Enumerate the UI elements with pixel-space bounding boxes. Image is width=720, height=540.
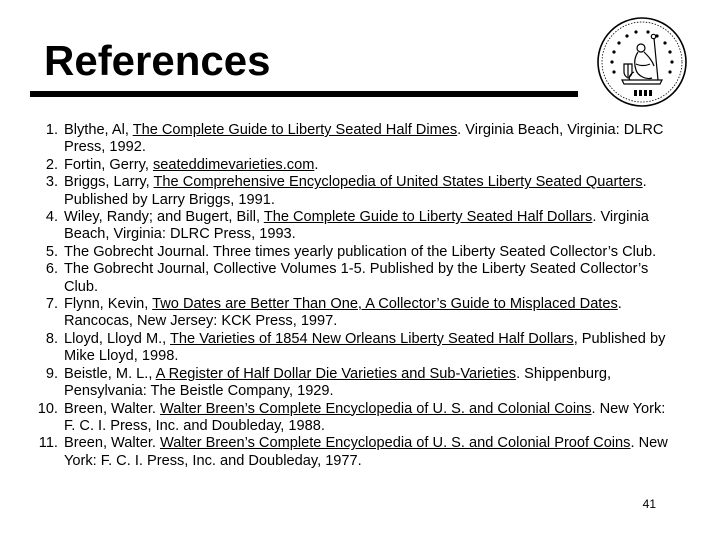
reference-number: 3.	[45, 174, 58, 191]
reference-publication: . Virginia Beach, Virginia: DLRC Press, 1992.	[64, 122, 664, 156]
reference-item	[30, 209, 670, 244]
reference-number: 11.	[38, 435, 58, 452]
references-list	[30, 122, 670, 470]
reference-item	[30, 174, 670, 209]
reference-author: Beistle, M. L.,	[64, 365, 156, 382]
reference-item	[30, 157, 670, 174]
reference-number: 1.	[45, 122, 58, 138]
reference-item	[30, 244, 670, 261]
reference-item	[30, 366, 670, 401]
reference-author: Fortin, Gerry,	[64, 156, 153, 173]
reference-number: 4.	[45, 209, 58, 226]
reference-publication: .	[314, 156, 319, 173]
reference-title: Walter Breen’s Complete Encyclopedia of U. S. and Colonial Coins	[159, 400, 592, 417]
reference-title: The Complete Guide to Liberty Seated Half Dollars	[263, 209, 593, 226]
reference-author: Wiley, Randy; and Bugert, Bill,	[64, 209, 264, 226]
reference-number: 9.	[45, 365, 58, 382]
reference-author: Blythe, Al,	[64, 122, 133, 138]
reference-title: The Complete Guide to Liberty Seated Half Dimes	[132, 122, 458, 138]
reference-item	[30, 331, 670, 366]
reference-publication: . Published by Larry Briggs, 1991.	[64, 174, 647, 208]
reference-item	[30, 435, 670, 470]
reference-number: 7.	[45, 296, 58, 313]
reference-number: 2.	[45, 156, 58, 173]
reference-item	[30, 122, 670, 157]
reference-author: Briggs, Larry,	[64, 174, 154, 191]
reference-title: The Varieties of 1854 New Orleans Liberty Seated Half Dollars	[170, 330, 574, 347]
reference-number: 6.	[45, 261, 58, 278]
reference-number: 5.	[45, 243, 58, 260]
page-number: 41	[642, 497, 656, 511]
reference-title: A Register of Half Dollar Die Varieties and Sub-Varieties	[155, 365, 517, 382]
reference-publication: , Published by Mike Lloyd, 1998.	[64, 330, 666, 365]
title-underline	[30, 91, 578, 97]
reference-author: Breen, Walter.	[64, 435, 160, 452]
reference-publication: . Rancocas, New Jersey: KCK Press, 1997.	[64, 296, 622, 330]
reference-publication: . New York: F. C. I. Press, Inc. and Doubleday, 1988.	[64, 400, 666, 434]
reference-publication: . Virginia Beach, Virginia: DLRC Press, 1993.	[64, 209, 649, 243]
reference-publication: . Shippenburg, Pensylvania: The Beistle Company, 1929.	[64, 365, 612, 400]
reference-item	[30, 296, 670, 331]
reference-author: Lloyd, Lloyd M.,	[64, 330, 170, 347]
reference-number: 8.	[45, 330, 58, 347]
reference-author: The Gobrecht Journal, Collective Volumes 1-5. Published by the Liberty Seated Collector’s Club.	[64, 261, 649, 295]
reference-item	[30, 261, 670, 296]
reference-number: 10.	[37, 400, 58, 417]
reference-author: Breen, Walter.	[64, 400, 160, 417]
reference-title: seateddimevarieties.com	[152, 156, 315, 173]
reference-item	[30, 401, 670, 436]
reference-title: Walter Breen’s Complete Encyclopedia of U. S. and Colonial Proof Coins	[159, 435, 631, 452]
seated-liberty-coin-image	[594, 14, 690, 110]
reference-title: The Comprehensive Encyclopedia of United States Liberty Seated Quarters	[153, 174, 643, 191]
reference-author: Flynn, Kevin,	[64, 296, 153, 313]
reference-title: Two Dates are Better Than One, A Collector’s Guide to Misplaced Dates	[152, 296, 618, 313]
reference-author: The Gobrecht Journal. Three times yearly publication of the Liberty Seated Collector’s Club.	[64, 243, 657, 260]
reference-publication: . New York: F. C. I. Press, Inc. and Doubleday, 1977.	[64, 435, 668, 469]
slide-title: References	[44, 37, 271, 84]
